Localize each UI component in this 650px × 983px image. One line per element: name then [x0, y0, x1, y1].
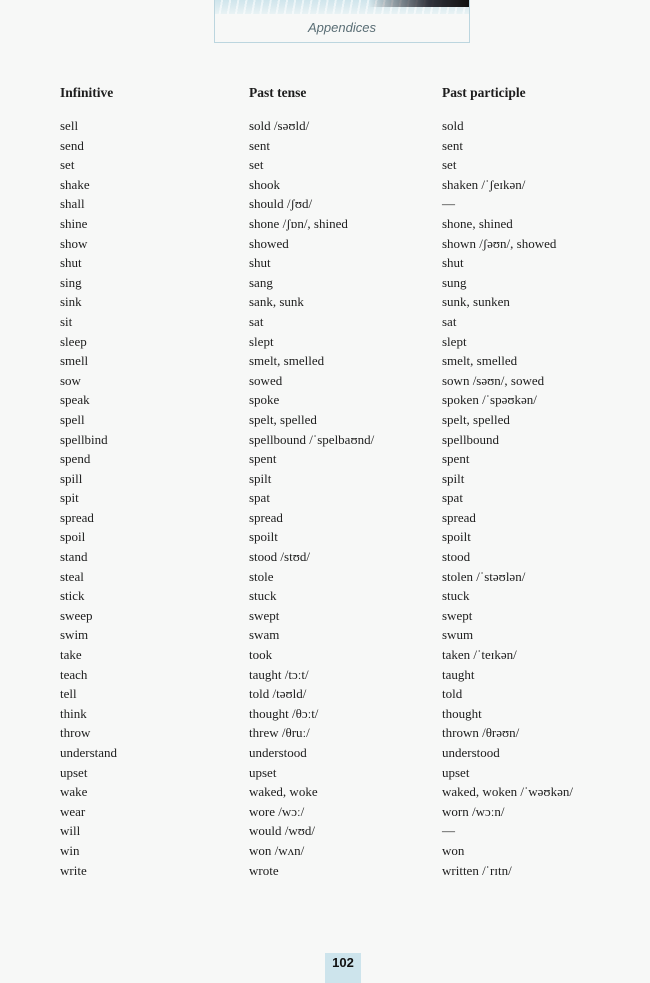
cell-past-participle: — — [442, 823, 455, 839]
cell-infinitive: wake — [60, 784, 88, 800]
cell-past-tense: spilt — [249, 470, 272, 486]
column-header-infinitive: Infinitive — [60, 85, 114, 100]
cell-past-tense: spread — [249, 509, 283, 525]
table-row — [60, 743, 620, 763]
cell-past-tense: would /wʊd/ — [249, 823, 315, 839]
cell-past-tense: won /wʌn/ — [249, 842, 305, 858]
cell-past-participle: smelt, smelled — [442, 353, 518, 369]
table-row — [60, 449, 620, 469]
cell-past-participle: slept — [442, 333, 467, 349]
cell-past-participle: set — [442, 157, 457, 173]
cell-past-tense: upset — [249, 764, 277, 780]
cell-past-tense: sent — [249, 137, 270, 153]
cell-past-participle: spat — [442, 490, 463, 506]
cell-past-participle: sown /səʊn/, sowed — [442, 372, 545, 388]
cell-past-participle: sold — [442, 118, 464, 133]
cell-past-tense: wore /wɔː/ — [249, 803, 305, 819]
cell-past-tense: shone /ʃɒn/, shined — [249, 215, 348, 231]
cell-past-participle: won — [442, 842, 465, 858]
table-row — [60, 175, 620, 195]
cell-past-participle: told — [442, 686, 463, 702]
table-row — [60, 116, 620, 136]
cell-infinitive: sow — [60, 372, 81, 388]
cell-past-participle: stood — [442, 549, 471, 565]
table-header-row — [60, 84, 620, 110]
table-row — [60, 606, 620, 626]
cell-infinitive: spill — [60, 470, 83, 486]
table-row — [60, 802, 620, 822]
table-row — [60, 312, 620, 332]
cell-infinitive: sit — [60, 313, 73, 329]
cell-past-participle: waked, woken /ˈwəʊkən/ — [442, 784, 573, 800]
cell-past-participle: sat — [442, 313, 457, 329]
table-row — [60, 723, 620, 743]
cell-past-participle: shut — [442, 255, 464, 271]
cell-past-tense: sold /səʊld/ — [249, 118, 310, 133]
cell-infinitive: upset — [60, 764, 88, 780]
irregular-verbs-table — [60, 84, 620, 880]
cell-past-participle: shaken /ˈʃeɪkən/ — [442, 176, 526, 192]
header-tab — [214, 0, 470, 43]
cell-past-tense: spent — [249, 451, 277, 467]
cell-past-tense: smelt, smelled — [249, 353, 325, 369]
cell-past-participle: thrown /θrəʊn/ — [442, 725, 520, 741]
table-row — [60, 155, 620, 175]
cell-infinitive: write — [60, 862, 87, 878]
cell-infinitive: take — [60, 647, 82, 663]
cell-past-participle: worn /wɔːn/ — [442, 803, 505, 819]
cell-past-tense: swam — [249, 627, 280, 643]
table-row — [60, 567, 620, 587]
table-row — [60, 371, 620, 391]
cell-past-participle: spent — [442, 451, 470, 467]
cell-past-participle: spread — [442, 509, 476, 525]
cell-infinitive: spellbind — [60, 431, 108, 447]
cell-past-tense: spoilt — [249, 529, 278, 545]
cell-past-tense: sat — [249, 313, 264, 329]
cell-past-tense: stuck — [249, 588, 277, 604]
cell-past-participle: stuck — [442, 588, 470, 604]
cell-past-participle: written /ˈrɪtn/ — [442, 862, 512, 878]
table-row — [60, 625, 620, 645]
cell-past-participle: stolen /ˈstəʊlən/ — [442, 568, 526, 584]
cell-past-tense: thought /θɔːt/ — [249, 705, 319, 721]
cell-past-participle: understood — [442, 745, 500, 760]
cell-infinitive: sweep — [60, 607, 93, 623]
table-row — [60, 704, 620, 724]
cell-past-tense: stood /stʊd/ — [249, 549, 310, 565]
cell-past-tense: sowed — [249, 372, 283, 388]
cell-infinitive: sing — [60, 274, 82, 290]
cell-past-participle: swum — [442, 627, 474, 643]
cell-infinitive: sink — [60, 294, 82, 310]
table-row — [60, 332, 620, 352]
cell-infinitive: teach — [60, 666, 88, 682]
cell-past-tense: wrote — [249, 862, 279, 878]
table-row — [60, 273, 620, 293]
table-row — [60, 351, 620, 371]
cell-infinitive: speak — [60, 392, 90, 408]
cell-infinitive: steal — [60, 568, 84, 584]
cell-past-tense: set — [249, 157, 264, 173]
table-row — [60, 390, 620, 410]
cell-past-tense: showed — [249, 235, 289, 251]
table-row — [60, 508, 620, 528]
table-row — [60, 841, 620, 861]
cell-past-tense: spelt, spelled — [249, 411, 317, 427]
table-row — [60, 645, 620, 665]
table-row — [60, 821, 620, 841]
cell-infinitive: sleep — [60, 333, 87, 349]
cell-past-tense: sank, sunk — [249, 294, 304, 310]
cell-past-participle: upset — [442, 764, 470, 780]
table-row — [60, 292, 620, 312]
cell-past-tense: understood — [249, 745, 307, 760]
cell-infinitive: shut — [60, 255, 82, 271]
cell-infinitive: understand — [60, 745, 118, 760]
cell-infinitive: shine — [60, 215, 88, 231]
cell-infinitive: show — [60, 235, 88, 251]
table-row — [60, 410, 620, 430]
cell-past-tense: stole — [249, 568, 274, 584]
cell-past-participle: taken /ˈteɪkən/ — [442, 647, 517, 663]
cell-past-tense: taught /tɔːt/ — [249, 666, 309, 682]
cell-past-participle: spelt, spelled — [442, 411, 510, 427]
cell-past-tense: slept — [249, 333, 274, 349]
cell-past-tense: should /ʃʊd/ — [249, 196, 313, 212]
cell-past-participle: sung — [442, 274, 467, 290]
cell-infinitive: spoil — [60, 529, 86, 545]
table-row — [60, 665, 620, 685]
column-header-past-tense: Past tense — [249, 85, 307, 100]
cell-past-participle: spoken /ˈspəʊkən/ — [442, 392, 537, 408]
page-number-box — [325, 953, 361, 983]
cell-infinitive: shake — [60, 176, 90, 192]
column-header-past-participle: Past participle — [442, 85, 526, 100]
cell-infinitive: stand — [60, 549, 88, 565]
table-row — [60, 763, 620, 783]
cell-infinitive: spend — [60, 451, 91, 467]
cell-past-participle: sent — [442, 137, 463, 153]
cell-past-participle: taught — [442, 666, 475, 682]
cell-past-participle: spellbound — [442, 431, 500, 447]
cell-infinitive: smell — [60, 353, 89, 369]
cell-past-tense: threw /θruː/ — [249, 725, 310, 741]
table-row — [60, 488, 620, 508]
table-row — [60, 469, 620, 489]
cell-past-tense: spoke — [249, 392, 280, 408]
table-row — [60, 430, 620, 450]
cell-past-participle: spoilt — [442, 529, 471, 545]
cell-infinitive: spell — [60, 411, 85, 427]
cell-past-participle: shone, shined — [442, 215, 513, 231]
cell-past-tense: spat — [249, 490, 270, 506]
table-row — [60, 194, 620, 214]
table-row — [60, 861, 620, 881]
section-title: Appendices — [308, 20, 376, 35]
cell-past-tense: spellbound /ˈspelbaʊnd/ — [249, 431, 375, 447]
cell-infinitive: set — [60, 157, 75, 173]
cell-infinitive: will — [60, 823, 81, 839]
table-row — [60, 527, 620, 547]
cell-past-participle: shown /ʃəʊn/, showed — [442, 235, 557, 251]
table-row — [60, 253, 620, 273]
cell-infinitive: think — [60, 705, 87, 721]
table-row — [60, 547, 620, 567]
cell-past-participle: sunk, sunken — [442, 294, 510, 310]
cell-past-participle: thought — [442, 705, 482, 721]
cell-infinitive: spit — [60, 490, 79, 506]
cell-past-tense: told /təʊld/ — [249, 686, 307, 702]
table-row — [60, 234, 620, 254]
cell-past-tense: shut — [249, 255, 271, 271]
cell-infinitive: shall — [60, 196, 85, 212]
cell-infinitive: wear — [60, 803, 86, 819]
table-row — [60, 782, 620, 802]
cell-infinitive: spread — [60, 509, 94, 525]
table-row — [60, 136, 620, 156]
cell-infinitive: win — [60, 842, 80, 858]
cell-past-participle: spilt — [442, 470, 465, 486]
cell-infinitive: stick — [60, 588, 85, 604]
cell-infinitive: swim — [60, 627, 89, 643]
cell-past-participle: swept — [442, 607, 473, 623]
cell-infinitive: tell — [60, 686, 77, 702]
cell-past-tense: took — [249, 647, 273, 663]
cell-past-participle: — — [442, 196, 455, 212]
header-decoration — [215, 0, 469, 14]
cell-infinitive: sell — [60, 118, 79, 133]
cell-past-tense: waked, woke — [249, 784, 318, 800]
cell-past-tense: sang — [249, 274, 273, 290]
page-number: 102 — [332, 955, 354, 970]
cell-infinitive: throw — [60, 725, 91, 741]
table-row — [60, 586, 620, 606]
cell-past-tense: shook — [249, 176, 281, 192]
cell-infinitive: send — [60, 137, 84, 153]
cell-past-tense: swept — [249, 607, 280, 623]
table-row — [60, 214, 620, 234]
table-row — [60, 684, 620, 704]
table-body — [60, 116, 620, 880]
